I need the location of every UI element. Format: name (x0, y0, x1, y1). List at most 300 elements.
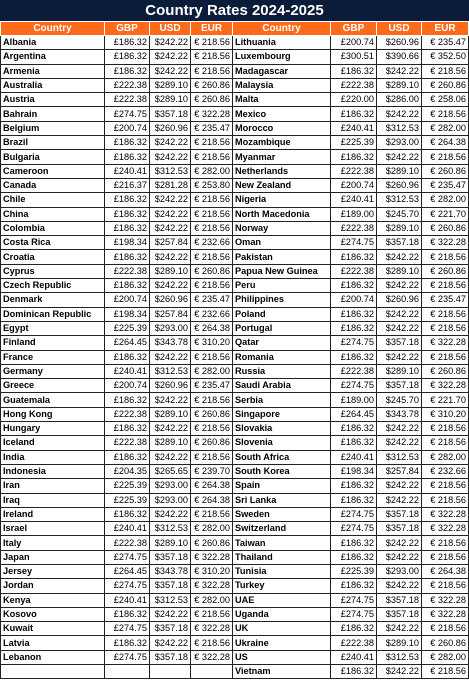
right-country-cell: Sweden (233, 507, 331, 521)
left-gbp-cell: £186.32 (105, 221, 150, 235)
left-country-cell: Indonesia (1, 464, 105, 478)
left-usd-cell: $293.00 (150, 493, 191, 507)
left-gbp-cell: £222.38 (105, 78, 150, 92)
right-gbp-cell: £274.75 (331, 336, 377, 350)
table-row (1, 78, 469, 92)
left-gbp-cell: £186.32 (105, 450, 150, 464)
table-row (1, 121, 469, 135)
left-usd-cell: $242.22 (150, 393, 191, 407)
table-row (1, 293, 469, 307)
right-eur-cell: € 260.86 (422, 78, 469, 92)
table-row (1, 164, 469, 178)
right-usd-cell: $260.96 (377, 178, 422, 192)
table-row (1, 250, 469, 264)
left-usd-cell: $242.22 (150, 607, 191, 621)
header-gbp: GBP (105, 22, 150, 36)
right-usd-cell: $357.18 (377, 236, 422, 250)
right-eur-cell: € 264.38 (422, 136, 469, 150)
right-usd-cell: $390.66 (377, 50, 422, 64)
right-usd-cell: $242.22 (377, 436, 422, 450)
right-eur-cell: € 218.56 (422, 321, 469, 335)
table-row (1, 393, 469, 407)
left-country-cell: Kuwait (1, 622, 105, 636)
left-eur-cell: € 282.00 (191, 164, 233, 178)
left-eur-cell: € 218.56 (191, 422, 233, 436)
right-gbp-cell: £186.32 (331, 307, 377, 321)
left-country-cell: France (1, 350, 105, 364)
right-gbp-cell: £274.75 (331, 607, 377, 621)
right-usd-cell: $312.53 (377, 121, 422, 135)
right-country-cell: Slovakia (233, 422, 331, 436)
left-usd-cell: $357.18 (150, 579, 191, 593)
right-country-cell: Mozambique (233, 136, 331, 150)
left-country-cell: Canada (1, 178, 105, 192)
left-gbp-cell: £186.32 (105, 36, 150, 50)
right-gbp-cell: £222.38 (331, 78, 377, 92)
right-country-cell: Singapore (233, 407, 331, 421)
left-country-cell: Belgium (1, 121, 105, 135)
right-eur-cell: € 218.56 (422, 665, 469, 679)
table-row (1, 221, 469, 235)
right-gbp-cell: £274.75 (331, 507, 377, 521)
left-country-cell: India (1, 450, 105, 464)
left-gbp-cell: £186.32 (105, 207, 150, 221)
right-country-cell: UAE (233, 593, 331, 607)
left-gbp-cell: £198.34 (105, 307, 150, 321)
table-row (1, 464, 469, 478)
left-gbp-cell: £186.32 (105, 193, 150, 207)
right-eur-cell: € 218.56 (422, 279, 469, 293)
right-usd-cell: $293.00 (377, 564, 422, 578)
right-usd-cell: $343.78 (377, 407, 422, 421)
right-gbp-cell: £222.38 (331, 264, 377, 278)
right-usd-cell: $260.96 (377, 36, 422, 50)
table-row (1, 364, 469, 378)
right-eur-cell: € 218.56 (422, 479, 469, 493)
table-row (1, 107, 469, 121)
left-gbp-cell: £225.39 (105, 321, 150, 335)
left-eur-cell: € 264.38 (191, 321, 233, 335)
table-row (1, 336, 469, 350)
table-row (1, 193, 469, 207)
left-eur-cell: € 218.56 (191, 50, 233, 64)
right-country-cell: Pakistan (233, 250, 331, 264)
right-country-cell: South Africa (233, 450, 331, 464)
left-eur-cell: € 322.28 (191, 579, 233, 593)
left-gbp-cell: £225.39 (105, 479, 150, 493)
right-country-cell: Philippines (233, 293, 331, 307)
left-eur-cell: € 232.66 (191, 236, 233, 250)
table-row (1, 593, 469, 607)
right-gbp-cell: £200.74 (331, 178, 377, 192)
right-eur-cell: € 218.56 (422, 250, 469, 264)
right-eur-cell: € 221.70 (422, 393, 469, 407)
right-country-cell: Myanmar (233, 150, 331, 164)
right-eur-cell: € 282.00 (422, 450, 469, 464)
left-gbp-cell: £240.41 (105, 593, 150, 607)
right-country-cell: Thailand (233, 550, 331, 564)
left-gbp-cell: £274.75 (105, 650, 150, 664)
left-eur-cell: € 218.56 (191, 136, 233, 150)
right-country-cell: Ukraine (233, 636, 331, 650)
right-gbp-cell: £200.74 (331, 293, 377, 307)
right-eur-cell: € 235.47 (422, 293, 469, 307)
left-eur-cell: € 218.56 (191, 36, 233, 50)
table-row (1, 307, 469, 321)
left-gbp-cell: £186.32 (105, 64, 150, 78)
right-country-cell: Oman (233, 236, 331, 250)
left-usd-cell: $242.22 (150, 422, 191, 436)
left-country-cell: Cameroon (1, 164, 105, 178)
table-row (1, 407, 469, 421)
right-usd-cell: $242.22 (377, 493, 422, 507)
left-country-cell: Bahrain (1, 107, 105, 121)
right-usd-cell: $357.18 (377, 336, 422, 350)
left-country-cell: Dominican Republic (1, 307, 105, 321)
table-row (1, 36, 469, 50)
left-country-cell: Brazil (1, 136, 105, 150)
left-usd-cell: $260.96 (150, 293, 191, 307)
left-eur-cell: € 218.56 (191, 636, 233, 650)
left-usd-cell: $242.22 (150, 207, 191, 221)
right-gbp-cell: £220.00 (331, 93, 377, 107)
right-usd-cell: $242.22 (377, 479, 422, 493)
right-eur-cell: € 322.28 (422, 522, 469, 536)
right-country-cell: UK (233, 622, 331, 636)
left-gbp-cell: £200.74 (105, 379, 150, 393)
right-gbp-cell: £186.32 (331, 422, 377, 436)
right-eur-cell: € 235.47 (422, 178, 469, 192)
right-country-cell: Papua New Guinea (233, 264, 331, 278)
left-gbp-cell: £200.74 (105, 293, 150, 307)
right-usd-cell: $312.53 (377, 193, 422, 207)
left-eur-cell: € 218.56 (191, 64, 233, 78)
right-gbp-cell: £186.32 (331, 107, 377, 121)
right-eur-cell: € 322.28 (422, 379, 469, 393)
left-gbp-cell: £274.75 (105, 550, 150, 564)
left-gbp-cell: £186.32 (105, 350, 150, 364)
right-usd-cell: $289.10 (377, 636, 422, 650)
left-country-cell: Albania (1, 36, 105, 50)
header-usd: USD (150, 22, 191, 36)
left-usd-cell: $357.18 (150, 107, 191, 121)
left-gbp-cell: £186.32 (105, 150, 150, 164)
left-eur-cell: € 253.80 (191, 178, 233, 192)
table-row (1, 93, 469, 107)
left-gbp-cell: £186.32 (105, 50, 150, 64)
right-eur-cell: € 260.86 (422, 636, 469, 650)
right-usd-cell: $289.10 (377, 364, 422, 378)
left-usd-cell: $242.22 (150, 279, 191, 293)
right-eur-cell: € 322.28 (422, 507, 469, 521)
left-country-cell: Armenia (1, 64, 105, 78)
left-usd-cell: $357.18 (150, 550, 191, 564)
right-usd-cell: $357.18 (377, 507, 422, 521)
left-usd-cell: $357.18 (150, 650, 191, 664)
right-gbp-cell: £274.75 (331, 379, 377, 393)
right-gbp-cell: £222.38 (331, 636, 377, 650)
left-usd-cell: $265.65 (150, 464, 191, 478)
left-usd-cell: $312.53 (150, 522, 191, 536)
right-country-cell: Malaysia (233, 78, 331, 92)
table-row (1, 436, 469, 450)
right-country-cell: Taiwan (233, 536, 331, 550)
right-eur-cell: € 218.56 (422, 150, 469, 164)
table-row (1, 422, 469, 436)
left-usd-cell: $289.10 (150, 93, 191, 107)
right-eur-cell: € 258.06 (422, 93, 469, 107)
left-country-cell: Croatia (1, 250, 105, 264)
left-usd-cell: $343.78 (150, 336, 191, 350)
right-gbp-cell: £198.34 (331, 464, 377, 478)
right-gbp-cell: £240.41 (331, 121, 377, 135)
right-country-cell: Turkey (233, 579, 331, 593)
table-row (1, 136, 469, 150)
left-eur-cell: € 260.86 (191, 436, 233, 450)
right-gbp-cell: £274.75 (331, 236, 377, 250)
table-row (1, 64, 469, 78)
table-row (1, 207, 469, 221)
left-usd-cell: $242.22 (150, 36, 191, 50)
right-eur-cell: € 282.00 (422, 121, 469, 135)
table-row (1, 636, 469, 650)
left-usd-cell: $242.22 (150, 636, 191, 650)
left-gbp-cell: £186.32 (105, 607, 150, 621)
right-eur-cell: € 218.56 (422, 107, 469, 121)
right-eur-cell: € 218.56 (422, 436, 469, 450)
right-usd-cell: $242.22 (377, 579, 422, 593)
right-country-cell: Spain (233, 479, 331, 493)
right-country-cell: Serbia (233, 393, 331, 407)
right-country-cell: Switzerland (233, 522, 331, 536)
right-usd-cell: $289.10 (377, 264, 422, 278)
left-country-cell: Cyprus (1, 264, 105, 278)
right-gbp-cell: £186.32 (331, 321, 377, 335)
right-country-cell: Sri Lanka (233, 493, 331, 507)
header-country: Country (1, 22, 105, 36)
table-row (1, 479, 469, 493)
left-gbp-cell: £274.75 (105, 579, 150, 593)
left-eur-cell: € 218.56 (191, 279, 233, 293)
right-eur-cell: € 218.56 (422, 579, 469, 593)
left-country-cell: Kenya (1, 593, 105, 607)
left-eur-cell: € 282.00 (191, 364, 233, 378)
left-eur-cell: € 218.56 (191, 350, 233, 364)
right-gbp-cell: £222.38 (331, 221, 377, 235)
left-usd-cell: $289.10 (150, 536, 191, 550)
right-country-cell: Luxembourg (233, 50, 331, 64)
right-gbp-cell: £186.32 (331, 493, 377, 507)
right-gbp-cell: £189.00 (331, 207, 377, 221)
left-country-cell: Jersey (1, 564, 105, 578)
right-eur-cell: € 218.56 (422, 550, 469, 564)
right-gbp-cell: £186.32 (331, 150, 377, 164)
left-gbp-cell (105, 665, 150, 679)
right-country-cell: Peru (233, 279, 331, 293)
right-usd-cell: $357.18 (377, 607, 422, 621)
right-usd-cell: $242.22 (377, 279, 422, 293)
right-eur-cell: € 221.70 (422, 207, 469, 221)
right-eur-cell: € 218.56 (422, 536, 469, 550)
right-gbp-cell: £186.32 (331, 279, 377, 293)
left-country-cell: Australia (1, 78, 105, 92)
left-usd-cell: $242.22 (150, 136, 191, 150)
right-usd-cell: $293.00 (377, 136, 422, 150)
right-eur-cell: € 310.20 (422, 407, 469, 421)
left-country-cell: Bulgaria (1, 150, 105, 164)
left-eur-cell: € 218.56 (191, 607, 233, 621)
table-row (1, 350, 469, 364)
right-usd-cell: $357.18 (377, 593, 422, 607)
right-gbp-cell: £189.00 (331, 393, 377, 407)
right-usd-cell: $260.96 (377, 293, 422, 307)
right-eur-cell: € 218.56 (422, 622, 469, 636)
left-eur-cell: € 235.47 (191, 379, 233, 393)
left-gbp-cell: £274.75 (105, 107, 150, 121)
left-eur-cell: € 260.86 (191, 407, 233, 421)
left-usd-cell: $242.22 (150, 64, 191, 78)
left-usd-cell: $242.22 (150, 193, 191, 207)
right-eur-cell: € 260.86 (422, 164, 469, 178)
right-country-cell: Saudi Arabia (233, 379, 331, 393)
left-gbp-cell: £240.41 (105, 364, 150, 378)
left-eur-cell: € 260.86 (191, 264, 233, 278)
sheet-title: Country Rates 2024-2025 (0, 0, 469, 21)
right-gbp-cell: £240.41 (331, 650, 377, 664)
rate-rows (1, 36, 469, 679)
right-usd-cell: $312.53 (377, 450, 422, 464)
left-usd-cell: $257.84 (150, 307, 191, 321)
left-gbp-cell: £240.41 (105, 522, 150, 536)
left-country-cell: Iraq (1, 493, 105, 507)
right-usd-cell: $242.22 (377, 665, 422, 679)
left-usd-cell: $293.00 (150, 479, 191, 493)
right-country-cell: Vietnam (233, 665, 331, 679)
right-eur-cell: € 260.86 (422, 264, 469, 278)
table-row (1, 279, 469, 293)
header-row (1, 22, 469, 36)
right-gbp-cell: £240.41 (331, 193, 377, 207)
right-usd-cell: $242.22 (377, 107, 422, 121)
right-usd-cell: $312.53 (377, 650, 422, 664)
right-usd-cell: $242.22 (377, 250, 422, 264)
left-usd-cell: $257.84 (150, 236, 191, 250)
left-eur-cell: € 235.47 (191, 121, 233, 135)
right-country-cell: North Macedonia (233, 207, 331, 221)
left-usd-cell: $242.22 (150, 450, 191, 464)
left-eur-cell: € 322.28 (191, 622, 233, 636)
right-country-cell: Mexico (233, 107, 331, 121)
right-country-cell: Netherlands (233, 164, 331, 178)
table-row (1, 607, 469, 621)
left-eur-cell: € 282.00 (191, 593, 233, 607)
right-usd-cell: $289.10 (377, 78, 422, 92)
right-usd-cell: $357.18 (377, 522, 422, 536)
left-country-cell: Finland (1, 336, 105, 350)
table-row (1, 622, 469, 636)
right-eur-cell: € 322.28 (422, 236, 469, 250)
header-gbp: GBP (331, 22, 377, 36)
table-row (1, 507, 469, 521)
table-row (1, 650, 469, 664)
header-country: Country (233, 22, 331, 36)
left-usd-cell: $289.10 (150, 78, 191, 92)
left-usd-cell: $260.96 (150, 121, 191, 135)
right-country-cell: Tunisia (233, 564, 331, 578)
table-row (1, 178, 469, 192)
left-gbp-cell: £186.32 (105, 507, 150, 521)
left-usd-cell: $242.22 (150, 50, 191, 64)
left-country-cell: Japan (1, 550, 105, 564)
right-gbp-cell: £225.39 (331, 564, 377, 578)
right-eur-cell: € 282.00 (422, 650, 469, 664)
table-row (1, 50, 469, 64)
right-gbp-cell: £274.75 (331, 593, 377, 607)
left-country-cell: Israel (1, 522, 105, 536)
left-eur-cell: € 260.86 (191, 536, 233, 550)
left-usd-cell (150, 665, 191, 679)
right-country-cell: Nigeria (233, 193, 331, 207)
left-gbp-cell: £186.32 (105, 136, 150, 150)
right-eur-cell: € 282.00 (422, 193, 469, 207)
right-eur-cell: € 235.47 (422, 36, 469, 50)
right-gbp-cell: £186.32 (331, 622, 377, 636)
right-eur-cell: € 264.38 (422, 564, 469, 578)
right-usd-cell: $242.22 (377, 321, 422, 335)
left-eur-cell: € 218.56 (191, 207, 233, 221)
right-usd-cell: $242.22 (377, 550, 422, 564)
right-country-cell: Lithuania (233, 36, 331, 50)
left-usd-cell: $242.22 (150, 250, 191, 264)
table-row (1, 379, 469, 393)
left-gbp-cell: £204.35 (105, 464, 150, 478)
right-eur-cell: € 218.56 (422, 350, 469, 364)
left-country-cell: Ireland (1, 507, 105, 521)
right-usd-cell: $242.22 (377, 64, 422, 78)
right-country-cell: Portugal (233, 321, 331, 335)
left-country-cell: Kosovo (1, 607, 105, 621)
right-gbp-cell: £186.32 (331, 350, 377, 364)
left-gbp-cell: £264.45 (105, 336, 150, 350)
right-usd-cell: $242.22 (377, 536, 422, 550)
right-eur-cell: € 232.66 (422, 464, 469, 478)
right-gbp-cell: £186.32 (331, 579, 377, 593)
right-gbp-cell: £186.32 (331, 550, 377, 564)
left-gbp-cell: £264.45 (105, 564, 150, 578)
left-eur-cell: € 282.00 (191, 522, 233, 536)
right-eur-cell: € 322.28 (422, 336, 469, 350)
table-row (1, 564, 469, 578)
right-gbp-cell: £274.75 (331, 522, 377, 536)
left-country-cell (1, 665, 105, 679)
left-country-cell: Chile (1, 193, 105, 207)
right-country-cell: Slovenia (233, 436, 331, 450)
left-gbp-cell: £186.32 (105, 250, 150, 264)
left-gbp-cell: £240.41 (105, 164, 150, 178)
right-country-cell: Romania (233, 350, 331, 364)
left-gbp-cell: £222.38 (105, 93, 150, 107)
left-usd-cell: $242.22 (150, 221, 191, 235)
left-gbp-cell: £222.38 (105, 407, 150, 421)
right-eur-cell: € 218.56 (422, 422, 469, 436)
left-gbp-cell: £274.75 (105, 622, 150, 636)
right-usd-cell: $357.18 (377, 379, 422, 393)
left-gbp-cell: £186.32 (105, 422, 150, 436)
right-country-cell: Norway (233, 221, 331, 235)
right-usd-cell: $242.22 (377, 350, 422, 364)
right-country-cell: Uganda (233, 607, 331, 621)
left-eur-cell: € 235.47 (191, 293, 233, 307)
